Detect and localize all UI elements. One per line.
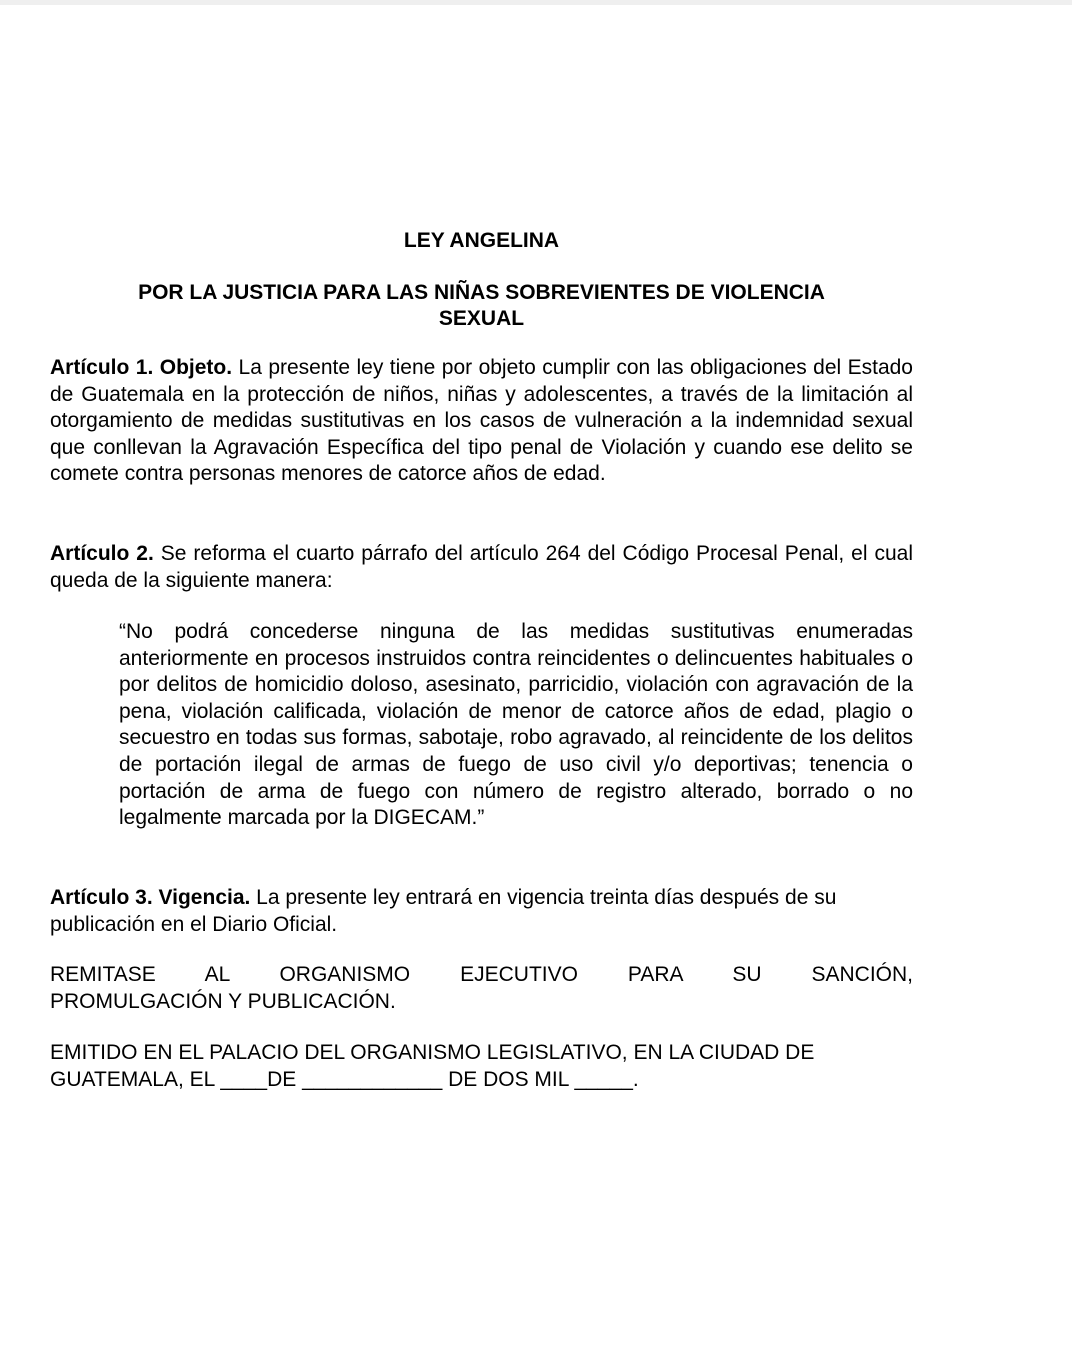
- article-2-quote: “No podrá concederse ninguna de las medidas sustitutivas enumeradas anteriormente en procesos instruidos contra reincidentes o delincuentes habituales o por delitos de homicidio doloso, asesinato, parricidio, violación con agravación de la pena, violación calificada, violación de menor de catorce años de edad, plagio o secuestro en todas sus formas, sabotaje, robo agravado, al reincidente de los delitos de portación ilegal de armas de fuego de uso civil y/o deportivas; tenencia o portación de arma de fuego con número de registro alterado, borrado o no legalmente marcada por la DIGECAM.”: [119, 620, 913, 830]
- document-subtitle: [50, 280, 913, 332]
- article-3-heading: Artículo 3. Vigencia.: [50, 886, 251, 909]
- remit-paragraph: [50, 962, 913, 1015]
- article-3-body: La presente ley entrará en vigencia treinta días después de su publicación en el Diario Oficial.: [50, 886, 837, 936]
- emit-line-2: GUATEMALA, EL ____DE ____________ DE DOS MIL _____.: [50, 1067, 639, 1091]
- article-2-heading: Artículo 2.: [50, 542, 154, 565]
- document-subtitle-line-1: POR LA JUSTICIA PARA LAS NIÑAS SOBREVIENTES DE VIOLENCIA: [138, 281, 825, 304]
- document-subtitle-line-2: SEXUAL: [438, 307, 525, 330]
- remit-line-2: PROMULGACIÓN Y PUBLICACIÓN.: [50, 989, 396, 1013]
- remit-line-1: REMITASE AL ORGANISMO EJECUTIVO PARA SU SANCIÓN,: [50, 963, 913, 986]
- article-3-paragraph: [50, 885, 913, 938]
- top-strip: [0, 0, 1072, 5]
- article-1-body: La presente ley tiene por objeto cumplir con las obligaciones del Estado de Guatemala en la protección de niños, niñas y adolescentes, a través de la limitación al otorgamiento de medidas sustitutivas en los casos de vulneración a la indemnidad sexual que conllevan la Agravación Específica del tipo penal de Violación y cuando ese delito se comete contra personas menores de catorce años de edad.: [50, 356, 913, 486]
- emit-line-1: EMITIDO EN EL PALACIO DEL ORGANISMO LEGISLATIVO, EN LA CIUDAD DE: [50, 1041, 815, 1064]
- article-2-paragraph: [50, 541, 913, 594]
- document-title: LEY ANGELINA: [403, 229, 560, 252]
- article-1-paragraph: [50, 355, 913, 488]
- emit-paragraph: [50, 1040, 913, 1093]
- article-2-body: Se reforma el cuarto párrafo del artículo 264 del Código Procesal Penal, el cual queda de la siguiente manera:: [50, 542, 913, 592]
- article-1-heading: Artículo 1. Objeto.: [50, 356, 233, 379]
